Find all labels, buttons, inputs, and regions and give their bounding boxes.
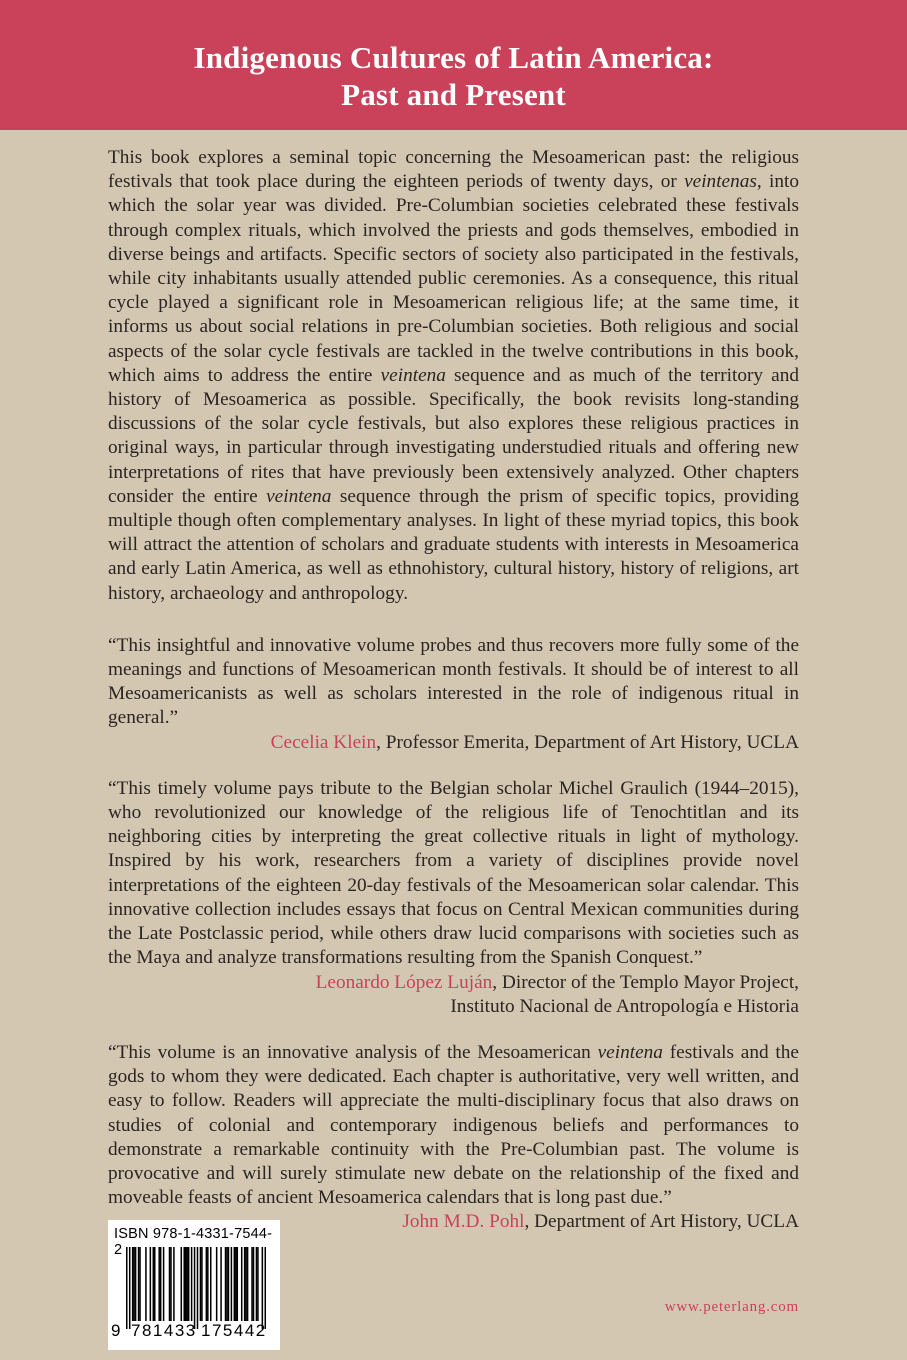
- title-banner: [0, 0, 907, 130]
- description-text: , into which the solar year was divided. Pre-Columbian societies celebrated these festivals through complex rituals, which involved the priests and gods themselves, embodied in diverse beings and artifacts. Specific sectors of society also participated in the festivals, while city inhabitants usually attended public ceremonies. As a consequence, this ritual cycle played a significant role in Mesoamerican religious life; at the same time, it informs us about social relations in pre-Columbian societies. Both religious and social aspects of the solar cycle festivals are tackled in the twelve contributions in this book, which aims to address the entire: [108, 171, 799, 386]
- barcode-bar: [132, 1247, 134, 1321]
- ean-lead-digit: 9: [111, 1321, 122, 1340]
- barcode-bar: [234, 1247, 236, 1321]
- endorsement-attribution-klein: [108, 731, 799, 755]
- barcode-bar: [181, 1247, 183, 1321]
- barcode-bar: [183, 1247, 185, 1321]
- description-italic: veintena: [266, 485, 332, 507]
- barcode-bar: [133, 1247, 135, 1321]
- endorser-affiliation: , Director of the Templo Mayor Project,: [492, 971, 799, 993]
- barcode-bar: [197, 1247, 199, 1329]
- barcode-bar: [163, 1247, 165, 1321]
- barcode-bar: [235, 1247, 237, 1321]
- barcode-bar: [158, 1247, 160, 1321]
- isbn-number: ISBN 978-1-4331-7544-2: [114, 1226, 273, 1258]
- barcode-bar: [173, 1247, 175, 1321]
- description-text: This book explores a seminal topic concerning the Mesoamerican past: the religious festivals that took place during the eighteen periods of twenty days, or: [108, 147, 799, 193]
- barcode-bar: [245, 1247, 247, 1321]
- barcode-bar: [237, 1247, 239, 1321]
- barcode-bar: [265, 1247, 266, 1329]
- endorser-affiliation: , Professor Emerita, Department of Art History, UCLA: [376, 731, 799, 753]
- barcode-bar: [129, 1247, 131, 1329]
- barcode-bar: [138, 1247, 140, 1321]
- barcode-bar: [262, 1247, 264, 1329]
- barcode-bar: [169, 1247, 171, 1321]
- barcode-bar: [210, 1247, 212, 1321]
- series-title-line-2: Past and Present: [341, 77, 566, 112]
- barcode-bar: [231, 1247, 233, 1321]
- publisher-website: www.peterlang.com: [664, 1299, 799, 1315]
- endorser-name: John M.D. Pohl: [402, 1211, 525, 1233]
- barcode-bar: [207, 1247, 209, 1321]
- barcode-bar: [135, 1247, 137, 1321]
- barcode-bar: [153, 1247, 155, 1321]
- barcode-bar: [201, 1247, 203, 1321]
- barcode-bar: [251, 1247, 253, 1321]
- isbn-barcode: [108, 1220, 280, 1350]
- endorsement-quote-pohl: [108, 1041, 799, 1210]
- barcode-bar: [154, 1247, 156, 1321]
- barcode-bar: [256, 1247, 258, 1321]
- endorser-name: Leonardo López Luján: [315, 971, 493, 993]
- series-title-line-1: Indigenous Cultures of Latin America:: [193, 40, 714, 75]
- description-text: sequence and as much of the territory and history of Mesoamerica as possible. Specifically, the book revisits long-standing discussions of the solar cycle festivals, but also explores these religious practices in original ways, in particular through investigating understudied rituals and offering new interpretations of rites that have previously been extensively analyzed. Other chapters consider the entire: [108, 364, 799, 507]
- description-italic: veintenas: [684, 171, 757, 193]
- endorser-affiliation: Instituto Nacional de Antropología e Historia: [450, 995, 799, 1017]
- barcode-bar: [216, 1247, 218, 1321]
- barcode-bar: [188, 1247, 190, 1321]
- description-italic: veintena: [380, 364, 446, 386]
- barcode-bar: [200, 1247, 202, 1321]
- back-cover-content: [108, 146, 799, 1235]
- barcode-bar: [150, 1247, 152, 1321]
- endorsement-quote-lopez-lujan: “This timely volume pays tribute to the Belgian scholar Michel Graulich (1944–2015), who revolutionized our knowledge of the religious life of Tenochtitlan and its neighboring cities by interpreting the great collective rituals in light of mythology. Inspired by his work, researchers from a variety of disciplines provide novel interpretations of the eighteen 20-day festivals of the Mesoamerican solar calendar. This innovative collection includes essays that focus on Central Mexican communities during the Late Postclassic period, while others draw lucid comparisons with societies such as the Maya and analyze transformations resulting from the Spanish Conquest.”: [108, 777, 799, 969]
- barcode-bar: [241, 1247, 243, 1321]
- barcode-bar: [185, 1247, 187, 1321]
- endorsement-quote-klein: “This insightful and innovative volume probes and thus recovers more fully some of the meanings and functions of Mesoamerican month festivals. It should be of interest to all Mesoamericanists as well as scholars interested in the role of indigenous ritual in general.”: [108, 634, 799, 729]
- barcode-bar: [126, 1247, 128, 1329]
- barcode-bar: [139, 1247, 141, 1321]
- barcode-bar: [170, 1247, 172, 1321]
- ean-left-digits: 781433: [131, 1321, 197, 1340]
- quote-italic: veintena: [597, 1041, 663, 1063]
- quote-text: festivals and the gods to whom they were dedicated. Each chapter is authoritative, very well written, and easy to follow. Readers will appreciate the multi-disciplinary focus that also draws on studies of colonial and contemporary indigenous beliefs and performances to demonstrate a remarkable continuity with the Pre-Columbian past. The volume is provocative and will surely stimulate new debate on the relationship of the fixed and moveable feasts of ancient Mesoamerica calendars that is long past due.”: [108, 1041, 799, 1209]
- barcode-bar: [253, 1247, 255, 1321]
- barcode-bar: [160, 1247, 162, 1321]
- barcode-bar: [257, 1247, 259, 1321]
- barcode-bar: [247, 1247, 249, 1321]
- barcode-bar: [244, 1247, 246, 1321]
- description-text: sequence through the prism of specific topics, providing multiple though often complementary analyses. In light of these myriad topics, this book will attract the attention of scholars and graduate students with interests in Mesoamerica and early Latin America, as well as ethnohistory, cultural history, history of religions, art history, archaeology and anthropology.: [108, 485, 800, 604]
- endorser-name: Cecelia Klein: [270, 731, 377, 753]
- endorser-affiliation: , Department of Art History, UCLA: [524, 1211, 799, 1233]
- barcode-bar: [145, 1247, 147, 1321]
- quote-text: “This volume is an innovative analysis of the Mesoamerican: [108, 1041, 598, 1063]
- barcode-bar: [194, 1247, 196, 1329]
- ean-right-digits: 175442: [201, 1321, 267, 1340]
- barcode-bar: [225, 1247, 227, 1321]
- barcode-bar: [186, 1247, 188, 1321]
- barcode-bar: [220, 1247, 222, 1321]
- barcode-bar: [206, 1247, 208, 1321]
- barcode-bars: [126, 1247, 266, 1329]
- barcode-bar: [226, 1247, 228, 1321]
- barcode-bar: [191, 1247, 193, 1321]
- endorsement-attribution-lopez-lujan: [108, 971, 799, 1019]
- book-description: [108, 146, 799, 606]
- barcode-bar: [228, 1247, 230, 1321]
